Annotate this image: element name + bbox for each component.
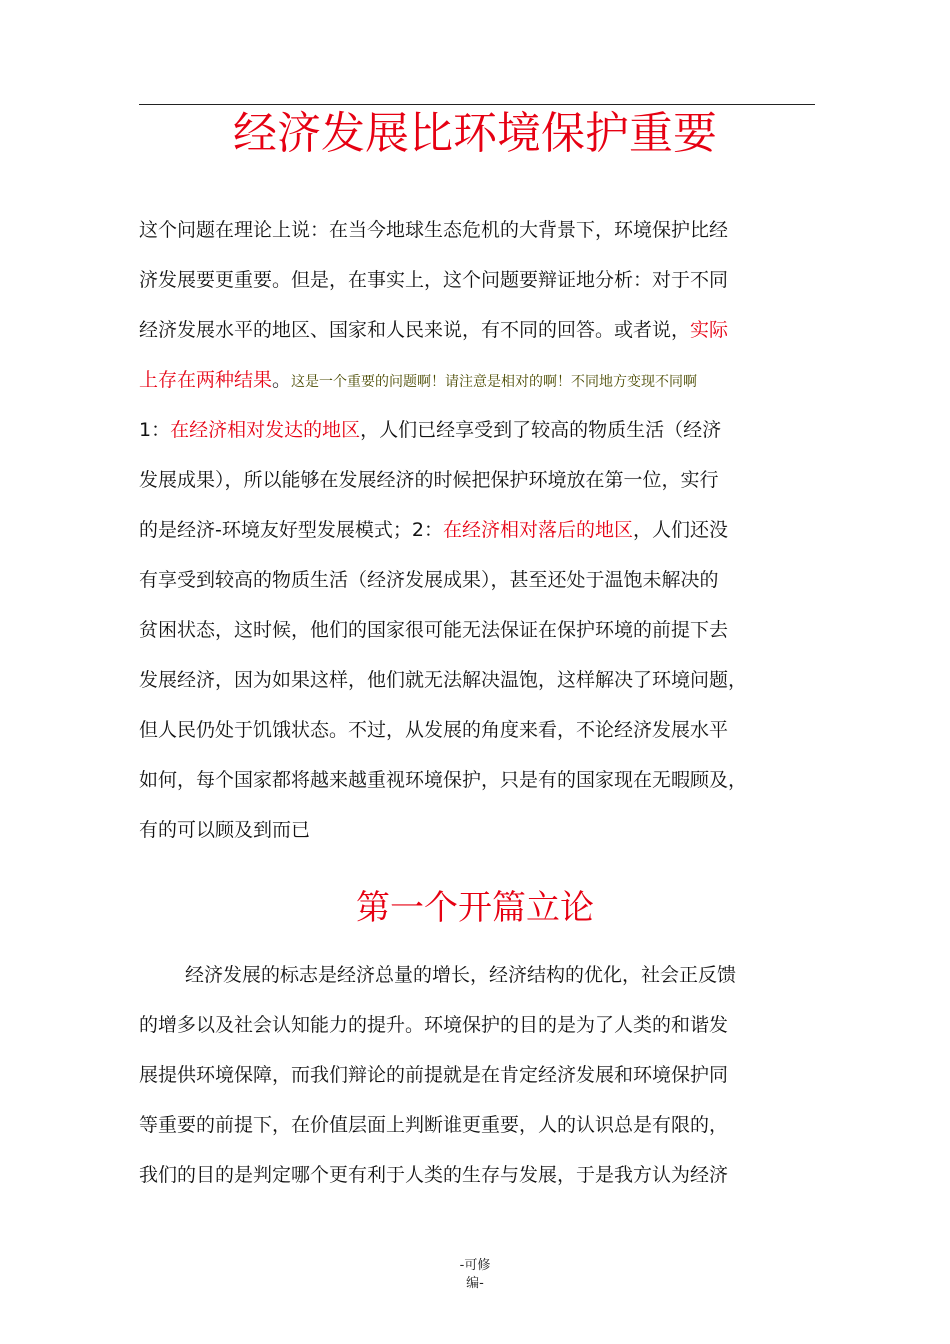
body-line: 的增多以及社会认知能力的提升。环境保护的目的是为了人类的和谐发 [139, 1014, 729, 1036]
highlight-text: 在经济相对发达的地区 [170, 419, 361, 441]
body-line: 等重要的前提下，在价值层面上判断谁更重要，人的认识总是有限的， [139, 1114, 729, 1136]
body-line: 我们的目的是判定哪个更有利于人类的生存与发展，于是我方认为经济 [139, 1164, 729, 1186]
intro-line: 但人民仍处于饥饿状态。不过，从发展的角度来看，不论经济发展水平 [139, 719, 729, 741]
intro-line: 经济发展水平的地区、国家和人民来说，有不同的回答。或者说，实际 [139, 319, 729, 341]
intro-section [139, 205, 815, 855]
intro-line: 如何，每个国家都将越来越重视环境保护，只是有的国家现在无暇顾及， [139, 769, 748, 791]
highlight-text: 在经济相对落后的地区 [442, 519, 633, 541]
intro-paragraph [139, 205, 815, 855]
intro-line: 有享受到较高的物质生活（经济发展成果），甚至还处于温饱未解决的 [139, 569, 719, 591]
footer-line-1: -可修 [459, 1258, 491, 1273]
intro-line: 有的可以顾及到而已 [139, 819, 311, 841]
section-heading: 第一个开篇立论 [356, 888, 594, 928]
intro-line: 的是经济-环境友好型发展模式；2：在经济相对落后的地区，人们还没 [139, 519, 728, 541]
intro-line: 发展成果），所以能够在发展经济的时候把保护环境放在第一位，实行 [139, 469, 719, 491]
margin-note: 这是一个重要的问题啊！请注意是相对的啊！不同地方变现不同啊 [291, 374, 698, 390]
intro-line: 济发展要更重要。但是，在事实上，这个问题要辩证地分析：对于不同 [139, 269, 729, 291]
body-section [139, 950, 815, 1200]
document-title: 经济发展比环境保护重要 [233, 108, 717, 159]
footer-line-2: 编- [466, 1276, 484, 1291]
intro-line: 1：在经济相对发达的地区，人们已经享受到了较高的物质生活（经济 [139, 419, 722, 441]
body-line: 展提供环境保障，而我们辩论的前提就是在肯定经济发展和环境保护同 [139, 1064, 729, 1086]
highlight-text: 上存在两种结果 [139, 369, 273, 391]
intro-line: 发展经济，因为如果这样，他们就无法解决温饱，这样解决了环境问题， [139, 669, 748, 691]
intro-line: 贫困状态，这时候，他们的国家很可能无法保证在保护环境的前提下去 [139, 619, 729, 641]
body-paragraph [139, 950, 815, 1200]
intro-line: 上存在两种结果。这是一个重要的问题啊！请注意是相对的啊！不同地方变现不同啊 [139, 369, 698, 391]
body-line: 经济发展的标志是经济总量的增长，经济结构的优化，社会正反馈 [185, 964, 737, 986]
intro-line: 这个问题在理论上说：在当今地球生态危机的大背景下，环境保护比经 [139, 219, 729, 241]
highlight-text: 实际 [690, 319, 729, 341]
